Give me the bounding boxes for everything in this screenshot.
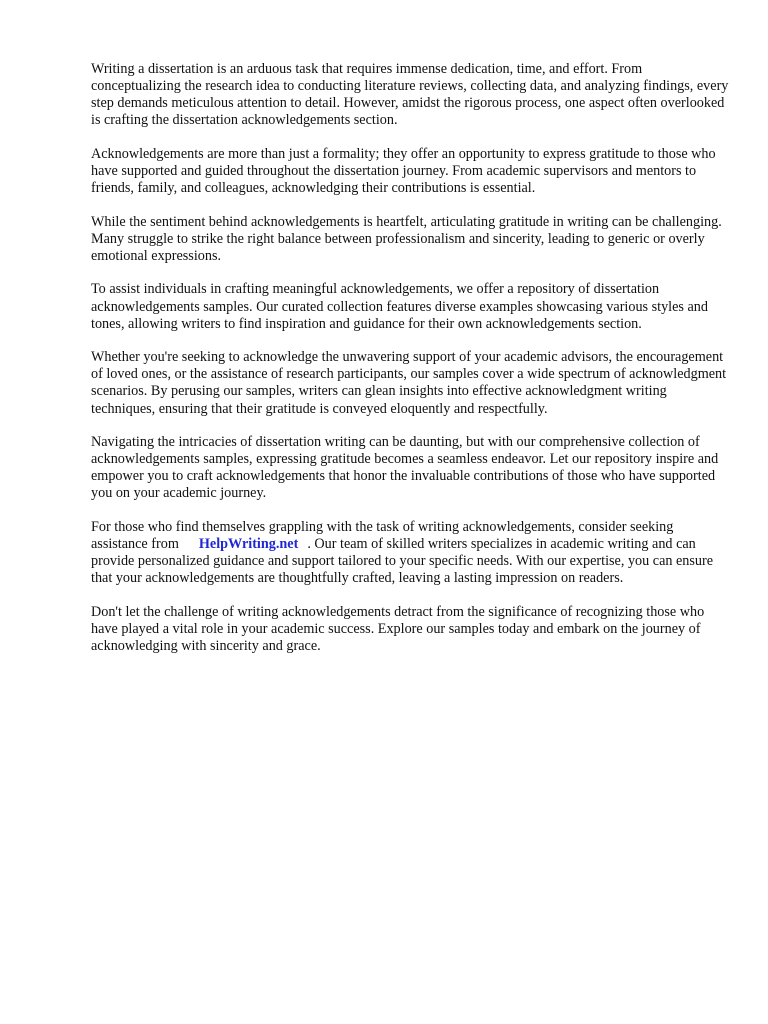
helpwriting-link[interactable]: HelpWriting.net bbox=[198, 536, 299, 553]
assistance-text-before: For those who find themselves grappling with the task of writing acknowledgements, consider seeking assistance from bbox=[91, 518, 674, 553]
paragraph-samples-coverage: Whether you're seeking to acknowledge the unwavering support of your academic advisors, the encouragement of loved ones, or the assistance of research participants, our samples cover a wide spectrum of acknowledgment scenarios. By perusing our samples, writers can glean insights into effective acknowledgment writing techniques, ensuring that their gratitude is conveyed eloquently and respectfully. bbox=[91, 349, 727, 417]
paragraph-intro: Writing a dissertation is an arduous task that requires immense dedication, time, and effort. From conceptualizing the research idea to conducting literature reviews, collecting data, and analyzing findings, every step demands meticulous attention to detail. However, amidst the rigorous process, one aspect often overlooked is crafting the dissertation acknowledgements section. bbox=[91, 61, 729, 129]
document-body bbox=[91, 61, 731, 672]
paragraph-assistance bbox=[91, 519, 731, 587]
paragraph-acknowledgements-purpose: Acknowledgements are more than just a formality; they offer an opportunity to express gratitude to those who have supported and guided throughout the dissertation journey. From academic supervisors and mentors to friends, family, and colleagues, acknowledging their contributions is essential. bbox=[91, 145, 716, 197]
paragraph-repository: To assist individuals in crafting meaningful acknowledgements, we offer a repository of dissertation acknowledgements samples. Our curated collection features diverse examples showcasing various styles and tones, allowing writers to find inspiration and guidance for their own acknowledgements section. bbox=[91, 281, 708, 332]
assistance-text-after: . Our team of skilled writers specializes in academic writing and can provide personalized guidance and support tailored to your specific needs. With our expertise, you can ensure that your acknowledgements are thoughtfully crafted, leaving a lasting impression on readers. bbox=[91, 536, 714, 587]
paragraph-closing: Don't let the challenge of writing acknowledgements detract from the significance of recognizing those who have played a vital role in your academic success. Explore our samples today and embark on the journey of acknowledging with sincerity and grace. bbox=[91, 603, 705, 655]
paragraph-navigating: Navigating the intricacies of dissertation writing can be daunting, but with our comprehensive collection of acknowledgements samples, expressing gratitude becomes a seamless endeavor. Let our repository inspire and empower you to craft acknowledgements that honor the invaluable contributions of those who have supported you on your academic journey. bbox=[91, 434, 719, 502]
paragraph-challenge: While the sentiment behind acknowledgements is heartfelt, articulating gratitude in writing can be challenging. Many struggle to strike the right balance between professionalism and sincerity, leading to generic or overly emotional expressions. bbox=[91, 213, 722, 264]
